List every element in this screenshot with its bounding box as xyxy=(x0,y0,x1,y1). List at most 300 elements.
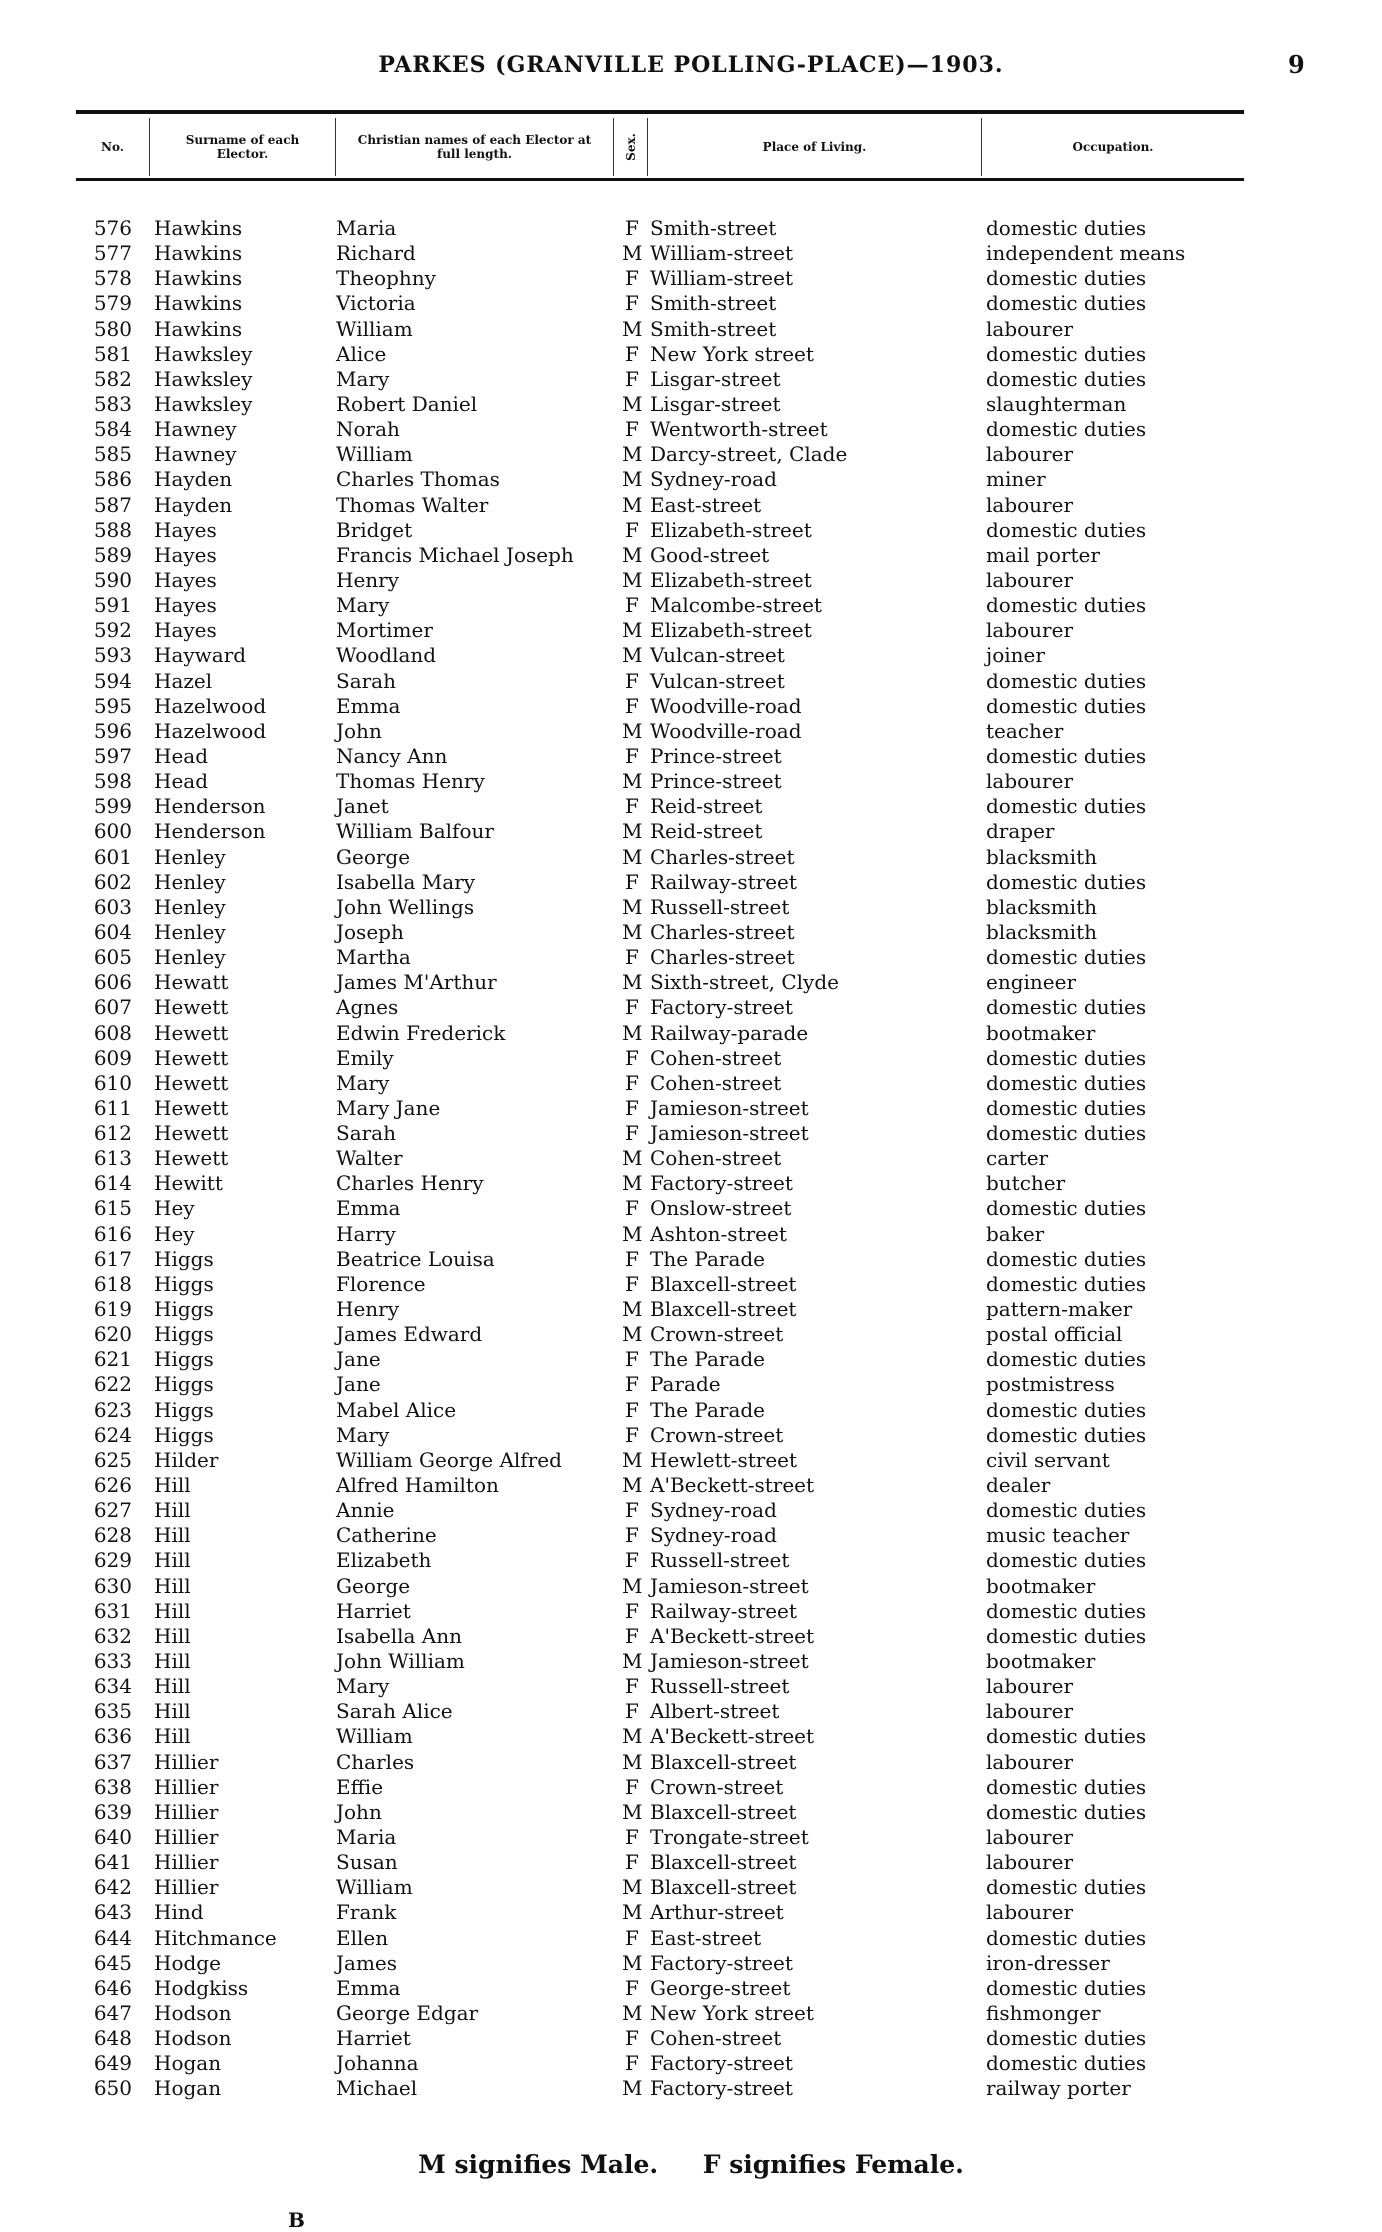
list-item xyxy=(76,1674,1276,1699)
elector-occupation: labourer xyxy=(986,1825,1074,1849)
elector-number: 643 xyxy=(93,1900,132,1925)
elector-christian-names: Harry xyxy=(336,1221,396,1246)
list-item xyxy=(76,1146,1276,1171)
elector-christian-names: Florence xyxy=(336,1271,426,1296)
elector-sex: F xyxy=(625,291,639,316)
elector-surname: Hilder xyxy=(154,1447,219,1472)
elector-place-of-living: Albert-street xyxy=(650,1699,780,1724)
elector-occupation: domestic duties xyxy=(986,1347,1147,1372)
elector-christian-names: Thomas Walter xyxy=(336,492,489,517)
list-item xyxy=(76,618,1276,643)
elector-occupation: bootmaker xyxy=(986,1649,1096,1674)
elector-occupation: domestic duties xyxy=(986,869,1147,894)
elector-occupation: domestic duties xyxy=(986,743,1147,768)
list-item xyxy=(76,442,1276,467)
elector-place-of-living: Russell-street xyxy=(650,894,790,919)
list-item xyxy=(76,543,1276,568)
elector-place-of-living: Malcombe-street xyxy=(650,593,822,618)
list-item xyxy=(76,1372,1276,1397)
elector-sex: F xyxy=(625,693,639,718)
elector-surname: Hayden xyxy=(154,467,233,492)
elector-number: 576 xyxy=(93,216,132,240)
elector-number: 632 xyxy=(93,1623,132,1648)
elector-occupation: carter xyxy=(986,1146,1049,1171)
elector-sex: M xyxy=(622,241,643,266)
list-item xyxy=(76,669,1276,694)
elector-number: 646 xyxy=(93,1975,132,2000)
elector-christian-names: William xyxy=(336,1875,413,1900)
elector-sex: F xyxy=(625,1095,639,1120)
elector-surname: Hodgkiss xyxy=(154,1975,249,2000)
elector-surname: Hawkins xyxy=(154,291,243,316)
elector-christian-names: Sarah xyxy=(336,1121,396,1146)
elector-sex: F xyxy=(625,1070,639,1095)
elector-occupation: engineer xyxy=(986,970,1077,995)
signature-mark: B xyxy=(288,2208,305,2232)
elector-place-of-living: Smith-street xyxy=(650,316,777,341)
elector-christian-names: Robert Daniel xyxy=(336,391,478,416)
elector-place-of-living: Elizabeth-street xyxy=(650,618,812,643)
list-item xyxy=(76,593,1276,618)
elector-christian-names: George Edgar xyxy=(336,2000,479,2025)
elector-surname: Hawkins xyxy=(154,216,243,240)
elector-place-of-living: Railway-street xyxy=(650,869,797,894)
elector-surname: Hewitt xyxy=(154,1171,223,1196)
elector-sex: F xyxy=(625,1523,639,1548)
elector-place-of-living: Charles-street xyxy=(650,844,795,869)
elector-sex: F xyxy=(625,1975,639,2000)
elector-sex: F xyxy=(625,1774,639,1799)
elector-place-of-living: Arthur-street xyxy=(650,1900,784,1925)
elector-number: 639 xyxy=(93,1799,132,1824)
list-item xyxy=(76,744,1276,769)
elector-surname: Hillier xyxy=(154,1749,219,1774)
elector-number: 623 xyxy=(93,1397,132,1422)
elector-number: 587 xyxy=(93,492,132,517)
elector-sex: M xyxy=(622,2000,643,2025)
elector-sex: M xyxy=(622,492,643,517)
elector-surname: Hillier xyxy=(154,1825,219,1849)
elector-place-of-living: Railway-parade xyxy=(650,1020,809,1045)
elector-number: 602 xyxy=(93,869,132,894)
elector-sex: F xyxy=(625,743,639,768)
elector-surname: Hillier xyxy=(154,1850,219,1875)
elector-number: 614 xyxy=(93,1171,132,1196)
elector-surname: Higgs xyxy=(154,1347,214,1372)
elector-number: 650 xyxy=(93,2076,132,2101)
elector-surname: Hodge xyxy=(154,1950,221,1975)
elector-sex: M xyxy=(622,819,643,844)
elector-christian-names: Effie xyxy=(336,1774,384,1799)
list-item xyxy=(76,895,1276,920)
elector-sex: F xyxy=(625,995,639,1020)
elector-occupation: domestic duties xyxy=(986,1925,1147,1950)
elector-place-of-living: Blaxcell-street xyxy=(650,1799,797,1824)
elector-occupation: domestic duties xyxy=(986,1623,1147,1648)
column-header-christian-names: Christian names of each Elector at full length. xyxy=(336,118,614,176)
list-item xyxy=(76,1599,1276,1624)
elector-surname: Head xyxy=(154,769,209,794)
elector-christian-names: Emily xyxy=(336,1045,394,1070)
list-item xyxy=(76,2026,1276,2051)
elector-surname: Hewett xyxy=(154,1095,229,1120)
elector-christian-names: Francis Michael Joseph xyxy=(336,542,574,567)
elector-place-of-living: New York street xyxy=(650,2000,814,2025)
list-item xyxy=(76,920,1276,945)
elector-christian-names: Mary Jane xyxy=(336,1095,441,1120)
list-item xyxy=(76,643,1276,668)
elector-place-of-living: Jamieson-street xyxy=(650,1573,809,1598)
elector-surname: Higgs xyxy=(154,1322,214,1347)
elector-christian-names: William George Alfred xyxy=(336,1447,562,1472)
elector-occupation: domestic duties xyxy=(986,593,1147,618)
elector-surname: Henderson xyxy=(154,819,266,844)
elector-christian-names: Bridget xyxy=(336,517,413,542)
elector-christian-names: Catherine xyxy=(336,1523,437,1548)
elector-place-of-living: The Parade xyxy=(650,1246,766,1271)
elector-sex: M xyxy=(622,1875,643,1900)
elector-number: 638 xyxy=(93,1774,132,1799)
list-item xyxy=(76,367,1276,392)
elector-sex: M xyxy=(622,970,643,995)
elector-sex: M xyxy=(622,1749,643,1774)
elector-christian-names: Edwin Frederick xyxy=(336,1020,506,1045)
elector-christian-names: Henry xyxy=(336,567,400,592)
elector-sex: M xyxy=(622,1146,643,1171)
elector-surname: Henley xyxy=(154,844,226,869)
elector-christian-names: John xyxy=(336,718,382,743)
elector-surname: Hodson xyxy=(154,2000,232,2025)
elector-christian-names: Victoria xyxy=(336,291,416,316)
legend-female: F signifies Female. xyxy=(702,2150,964,2179)
elector-place-of-living: Woodville-road xyxy=(650,693,802,718)
elector-sex: F xyxy=(625,1196,639,1221)
list-item xyxy=(76,1850,1276,1875)
elector-christian-names: William xyxy=(336,442,413,467)
list-item xyxy=(76,1196,1276,1221)
list-item xyxy=(76,1398,1276,1423)
elector-surname: Higgs xyxy=(154,1372,214,1397)
elector-surname: Higgs xyxy=(154,1297,214,1322)
elector-occupation: iron-dresser xyxy=(986,1950,1110,1975)
elector-occupation: domestic duties xyxy=(986,1196,1147,1221)
elector-christian-names: Mary xyxy=(336,1070,390,1095)
elector-place-of-living: Crown-street xyxy=(650,1774,784,1799)
list-item xyxy=(76,493,1276,518)
elector-place-of-living: Prince-street xyxy=(650,743,782,768)
list-item xyxy=(76,1423,1276,1448)
elector-sex: M xyxy=(622,643,643,668)
elector-occupation: dealer xyxy=(986,1473,1051,1498)
elector-number: 633 xyxy=(93,1649,132,1674)
elector-christian-names: Harriet xyxy=(336,1598,411,1623)
elector-sex: F xyxy=(625,1623,639,1648)
elector-occupation: domestic duties xyxy=(986,945,1147,970)
elector-sex: M xyxy=(622,718,643,743)
elector-christian-names: Sarah xyxy=(336,668,396,693)
elector-place-of-living: East-street xyxy=(650,1925,762,1950)
elector-sex: M xyxy=(622,442,643,467)
elector-number: 631 xyxy=(93,1598,132,1623)
elector-surname: Hawksley xyxy=(154,366,253,391)
elector-surname: Hillier xyxy=(154,1774,219,1799)
elector-occupation: domestic duties xyxy=(986,2026,1147,2051)
elector-christian-names: George xyxy=(336,844,411,869)
elector-number: 645 xyxy=(93,1950,132,1975)
elector-christian-names: Harriet xyxy=(336,2026,411,2051)
elector-surname: Hey xyxy=(154,1221,195,1246)
elector-sex: F xyxy=(625,1925,639,1950)
elector-number: 636 xyxy=(93,1724,132,1749)
elector-surname: Hill xyxy=(154,1724,191,1749)
elector-number: 583 xyxy=(93,391,132,416)
elector-sex: M xyxy=(622,1171,643,1196)
elector-place-of-living: Good-street xyxy=(650,542,770,567)
elector-place-of-living: Sydney-road xyxy=(650,1523,777,1548)
elector-surname: Hewatt xyxy=(154,970,229,995)
elector-surname: Hewett xyxy=(154,1070,229,1095)
elector-place-of-living: Charles-street xyxy=(650,945,795,970)
elector-sex: M xyxy=(622,1649,643,1674)
sex-legend xyxy=(0,2150,1382,2179)
list-item xyxy=(76,342,1276,367)
elector-place-of-living: George-street xyxy=(650,1975,791,2000)
elector-place-of-living: Vulcan-street xyxy=(650,668,785,693)
elector-occupation: domestic duties xyxy=(986,995,1147,1020)
elector-christian-names: Maria xyxy=(336,1825,397,1849)
elector-christian-names: Mary xyxy=(336,593,390,618)
elector-sex: F xyxy=(625,1674,639,1699)
list-item xyxy=(76,845,1276,870)
list-item xyxy=(76,291,1276,316)
elector-sex: F xyxy=(625,1850,639,1875)
elector-number: 629 xyxy=(93,1548,132,1573)
elector-occupation: domestic duties xyxy=(986,1875,1147,1900)
elector-occupation: postal official xyxy=(986,1322,1123,1347)
elector-number: 622 xyxy=(93,1372,132,1397)
elector-surname: Hogan xyxy=(154,2051,222,2076)
elector-place-of-living: Factory-street xyxy=(650,995,793,1020)
list-item xyxy=(76,2001,1276,2026)
elector-number: 644 xyxy=(93,1925,132,1950)
elector-place-of-living: Onslow-street xyxy=(650,1196,792,1221)
elector-occupation: domestic duties xyxy=(986,1045,1147,1070)
elector-christian-names: John William xyxy=(336,1649,465,1674)
elector-christian-names: Janet xyxy=(336,794,389,819)
elector-number: 586 xyxy=(93,467,132,492)
elector-place-of-living: Factory-street xyxy=(650,1950,793,1975)
list-item xyxy=(76,216,1276,241)
electors-list xyxy=(76,216,1276,2102)
elector-occupation: domestic duties xyxy=(986,1070,1147,1095)
elector-number: 611 xyxy=(93,1095,132,1120)
elector-surname: Henley xyxy=(154,894,226,919)
elector-place-of-living: William-street xyxy=(650,241,794,266)
elector-sex: F xyxy=(625,1548,639,1573)
elector-number: 624 xyxy=(93,1422,132,1447)
elector-place-of-living: Cohen-street xyxy=(650,1045,782,1070)
elector-sex: M xyxy=(622,1473,643,1498)
elector-place-of-living: Charles-street xyxy=(650,919,795,944)
elector-surname: Higgs xyxy=(154,1422,214,1447)
elector-occupation: domestic duties xyxy=(986,417,1147,442)
elector-surname: Hill xyxy=(154,1498,191,1523)
elector-number: 617 xyxy=(93,1246,132,1271)
elector-christian-names: Martha xyxy=(336,945,411,970)
elector-christian-names: Norah xyxy=(336,417,400,442)
elector-place-of-living: Factory-street xyxy=(650,2076,793,2101)
elector-christian-names: Maria xyxy=(336,216,397,240)
elector-sex: F xyxy=(625,1347,639,1372)
elector-occupation: independent means xyxy=(986,241,1186,266)
elector-number: 606 xyxy=(93,970,132,995)
elector-occupation: blacksmith xyxy=(986,844,1097,869)
elector-occupation: domestic duties xyxy=(986,1799,1147,1824)
list-item xyxy=(76,995,1276,1020)
elector-surname: Hazelwood xyxy=(154,718,267,743)
elector-surname: Hawney xyxy=(154,442,237,467)
elector-number: 641 xyxy=(93,1850,132,1875)
elector-sex: F xyxy=(625,869,639,894)
elector-christian-names: Michael xyxy=(336,2076,418,2101)
elector-number: 649 xyxy=(93,2051,132,2076)
elector-surname: Hawksley xyxy=(154,341,253,366)
elector-christian-names: Alfred Hamilton xyxy=(336,1473,499,1498)
elector-number: 637 xyxy=(93,1749,132,1774)
elector-number: 605 xyxy=(93,945,132,970)
elector-occupation: music teacher xyxy=(986,1523,1130,1548)
elector-christian-names: Alice xyxy=(336,341,387,366)
elector-number: 585 xyxy=(93,442,132,467)
list-item xyxy=(76,1900,1276,1925)
elector-occupation: domestic duties xyxy=(986,266,1147,291)
elector-place-of-living: Darcy-street, Clade xyxy=(650,442,848,467)
elector-place-of-living: Sydney-road xyxy=(650,1498,777,1523)
elector-place-of-living: East-street xyxy=(650,492,762,517)
elector-surname: Hillier xyxy=(154,1799,219,1824)
elector-occupation: railway porter xyxy=(986,2076,1131,2101)
elector-place-of-living: Woodville-road xyxy=(650,718,802,743)
list-item xyxy=(76,2076,1276,2101)
elector-christian-names: Annie xyxy=(336,1498,395,1523)
column-header-sex xyxy=(614,118,648,176)
list-item xyxy=(76,317,1276,342)
elector-christian-names: Walter xyxy=(336,1146,403,1171)
elector-sex: M xyxy=(622,567,643,592)
elector-number: 581 xyxy=(93,341,132,366)
list-item xyxy=(76,719,1276,744)
elector-number: 640 xyxy=(93,1825,132,1849)
elector-christian-names: Isabella Mary xyxy=(336,869,476,894)
elector-occupation: domestic duties xyxy=(986,2051,1147,2076)
elector-surname: Hayden xyxy=(154,492,233,517)
elector-place-of-living: Russell-street xyxy=(650,1548,790,1573)
elector-number: 600 xyxy=(93,819,132,844)
elector-surname: Hewett xyxy=(154,1020,229,1045)
elector-surname: Hill xyxy=(154,1523,191,1548)
elector-surname: Hill xyxy=(154,1649,191,1674)
elector-christian-names: Mary xyxy=(336,1674,390,1699)
elector-number: 648 xyxy=(93,2026,132,2051)
elector-sex: F xyxy=(625,794,639,819)
elector-surname: Head xyxy=(154,743,209,768)
elector-number: 598 xyxy=(93,769,132,794)
elector-number: 590 xyxy=(93,567,132,592)
elector-number: 578 xyxy=(93,266,132,291)
column-header-number: No. xyxy=(76,118,150,176)
elector-christian-names: Emma xyxy=(336,1196,401,1221)
elector-surname: Hawkins xyxy=(154,241,243,266)
elector-number: 616 xyxy=(93,1221,132,1246)
elector-occupation: labourer xyxy=(986,442,1074,467)
column-header-surname: Surname of each Elector. xyxy=(150,118,336,176)
elector-occupation: labourer xyxy=(986,1850,1074,1875)
page-title: PARKES (GRANVILLE POLLING-PLACE)—1903. xyxy=(378,52,1004,78)
list-item xyxy=(76,2051,1276,2076)
elector-surname: Hawkins xyxy=(154,266,243,291)
elector-occupation: civil servant xyxy=(986,1447,1110,1472)
list-item xyxy=(76,467,1276,492)
elector-surname: Hodson xyxy=(154,2026,232,2051)
elector-sex: F xyxy=(625,945,639,970)
elector-surname: Henley xyxy=(154,945,226,970)
list-item xyxy=(76,417,1276,442)
elector-sex: F xyxy=(625,1699,639,1724)
list-item xyxy=(76,1071,1276,1096)
elector-christian-names: Isabella Ann xyxy=(336,1623,463,1648)
elector-place-of-living: Sydney-road xyxy=(650,467,777,492)
elector-place-of-living: Hewlett-street xyxy=(650,1447,798,1472)
elector-surname: Hind xyxy=(154,1900,204,1925)
elector-place-of-living: New York street xyxy=(650,341,814,366)
list-item xyxy=(76,1448,1276,1473)
elector-number: 589 xyxy=(93,542,132,567)
elector-surname: Hitchmance xyxy=(154,1925,277,1950)
elector-sex: F xyxy=(625,1246,639,1271)
elector-christian-names: Henry xyxy=(336,1297,400,1322)
elector-christian-names: Jane xyxy=(336,1372,381,1397)
elector-christian-names: Richard xyxy=(336,241,416,266)
elector-occupation: domestic duties xyxy=(986,668,1147,693)
elector-christian-names: Emma xyxy=(336,693,401,718)
elector-place-of-living: Factory-street xyxy=(650,1171,793,1196)
elector-occupation: labourer xyxy=(986,567,1074,592)
elector-place-of-living: Elizabeth-street xyxy=(650,567,812,592)
elector-place-of-living: Jamieson-street xyxy=(650,1095,809,1120)
list-item xyxy=(76,819,1276,844)
elector-occupation: domestic duties xyxy=(986,1121,1147,1146)
list-item xyxy=(76,392,1276,417)
elector-surname: Hazel xyxy=(154,668,213,693)
elector-sex: F xyxy=(625,1422,639,1447)
list-item xyxy=(76,1171,1276,1196)
elector-surname: Hill xyxy=(154,1674,191,1699)
elector-christian-names: Ellen xyxy=(336,1925,389,1950)
elector-occupation: domestic duties xyxy=(986,1271,1147,1296)
elector-number: 635 xyxy=(93,1699,132,1724)
elector-occupation: slaughterman xyxy=(986,391,1127,416)
elector-place-of-living: The Parade xyxy=(650,1347,766,1372)
elector-sex: F xyxy=(625,1271,639,1296)
elector-place-of-living: Crown-street xyxy=(650,1422,784,1447)
elector-place-of-living: Vulcan-street xyxy=(650,643,785,668)
elector-sex: M xyxy=(622,391,643,416)
elector-place-of-living: Jamieson-street xyxy=(650,1649,809,1674)
list-item xyxy=(76,1825,1276,1850)
elector-surname: Hewett xyxy=(154,1121,229,1146)
elector-occupation: butcher xyxy=(986,1171,1066,1196)
elector-occupation: domestic duties xyxy=(986,291,1147,316)
